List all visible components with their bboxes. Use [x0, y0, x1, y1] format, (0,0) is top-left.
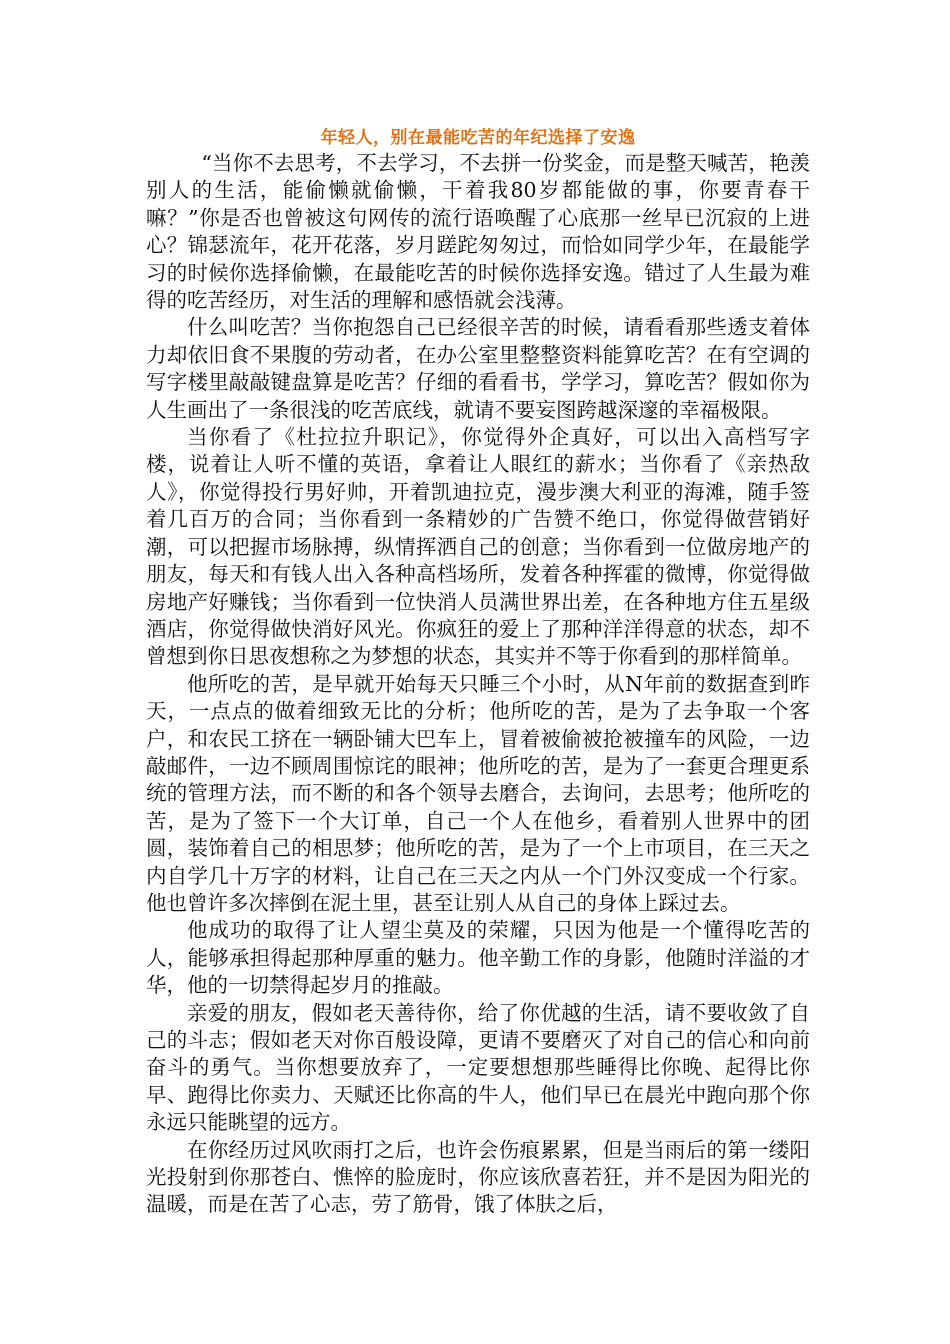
paragraph-2: 什么叫吃苦？当你抱怨自己已经很辛苦的时候，请看看那些透支着体力却依旧食不果腹的劳动者，在办公室里整整资料能算吃苦？在有空调的写字楼里敲敲键盘算是吃苦？仔细的看看书，学学习，算吃苦？假如你为人生画出了一条很浅的吃苦底线，就请不要妄图跨越深邃的幸福极限。 — [146, 315, 810, 422]
paragraph-7: 在你经历过风吹雨打之后，也许会伤痕累累，但是当雨后的第一缕阳光投射到你那苍白、憔悴的脸庞时，你应该欣喜若狂，并不是因为阳光的温暖，而是在苦了心志，劳了筋骨，饿了体肤之后， — [146, 1137, 810, 1217]
paragraph-5: 他成功的取得了让人望尘莫及的荣耀，只因为他是一个懂得吃苦的人，能够承担得起那种厚重的魅力。他辛勤工作的身影，他随时洋溢的才华，他的一切禁得起岁月的推敲。 — [146, 918, 810, 998]
paragraph-3: 当你看了《杜拉拉升职记》，你觉得外企真好，可以出入高档写字楼，说着让人听不懂的英语，拿着让人眼红的薪水；当你看了《亲热敌人》，你觉得投行男好帅，开着凯迪拉克，漫步澳大利亚的海滩，随手签着几百万的合同；当你看到一条精妙的广告赞不绝口，你觉得做营销好潮，可以把握市场脉搏，纵情挥洒自己的创意；当你看到一位做房地产的朋友，每天和有钱人出入各种高档场所，发着各种挥霍的微博，你觉得做房地产好赚钱；当你看到一位快消人员满世界出差，在各种地方住五星级酒店，你觉得做快消好风光。你疯狂的爱上了那种洋洋得意的状态，却不曾想到你日思夜想称之为梦想的状态，其实并不等于你看到的那样简单。 — [146, 425, 810, 669]
paragraph-4: 他所吃的苦，是早就开始每天只睡三个小时，从N年前的数据查到昨天，一点点的做着细致无比的分析；他所吃的苦，是为了去争取一个客户，和农民工挤在一辆卧铺大巴车上，冒着被偷被抢被撞车的风险，一边敲邮件，一边不顾周围惊诧的眼神；他所吃的苦，是为了一套更合理更系统的管理方法，而不断的和各个领导去磨合，去询问，去思考；他所吃的苦，是为了签下一个大订单，自己一个人在他乡，看着别人世界中的团圆，装饰着自己的相思梦；他所吃的苦，是为了一个上市项目，在三天之内自学几十万字的材料，让自己在三天之内从一个门外汉变成一个行家。他也曾许多次摔倒在泥土里，甚至让别人从自己的身体上踩过去。 — [146, 671, 810, 915]
document-body — [146, 126, 810, 1219]
paragraph-6: 亲爱的朋友，假如老天善待你，给了你优越的生活，请不要收敛了自己的斗志；假如老天对你百般设障，更请不要磨灭了对自己的信心和向前奋斗的勇气。当你想要放弃了，一定要想想那些睡得比你晚、起得比你早、跑得比你卖力、天赋还比你高的牛人，他们早已在晨光中跑向那个你永远只能眺望的远方。 — [146, 1000, 810, 1135]
document-title: 年轻人，别在最能吃苦的年纪选择了安逸 — [320, 128, 636, 148]
paragraph-1: “当你不去思考，不去学习，不去拼一份奖金，而是整天喊苦，艳羡别人的生活，能偷懒就偷懒，干着我80岁都能做的事，你要青春干嘛？”你是否也曾被这句网传的流行语唤醒了心底那一丝早已沉寂的上进心？锦瑟流年，花开花落，岁月蹉跎匆匆过，而恰如同学少年，在最能学习的时候你选择偷懒，在最能吃苦的时候你选择安逸。错过了人生最为难得的吃苦经历，对生活的理解和感悟就会浅薄。 — [146, 151, 810, 313]
